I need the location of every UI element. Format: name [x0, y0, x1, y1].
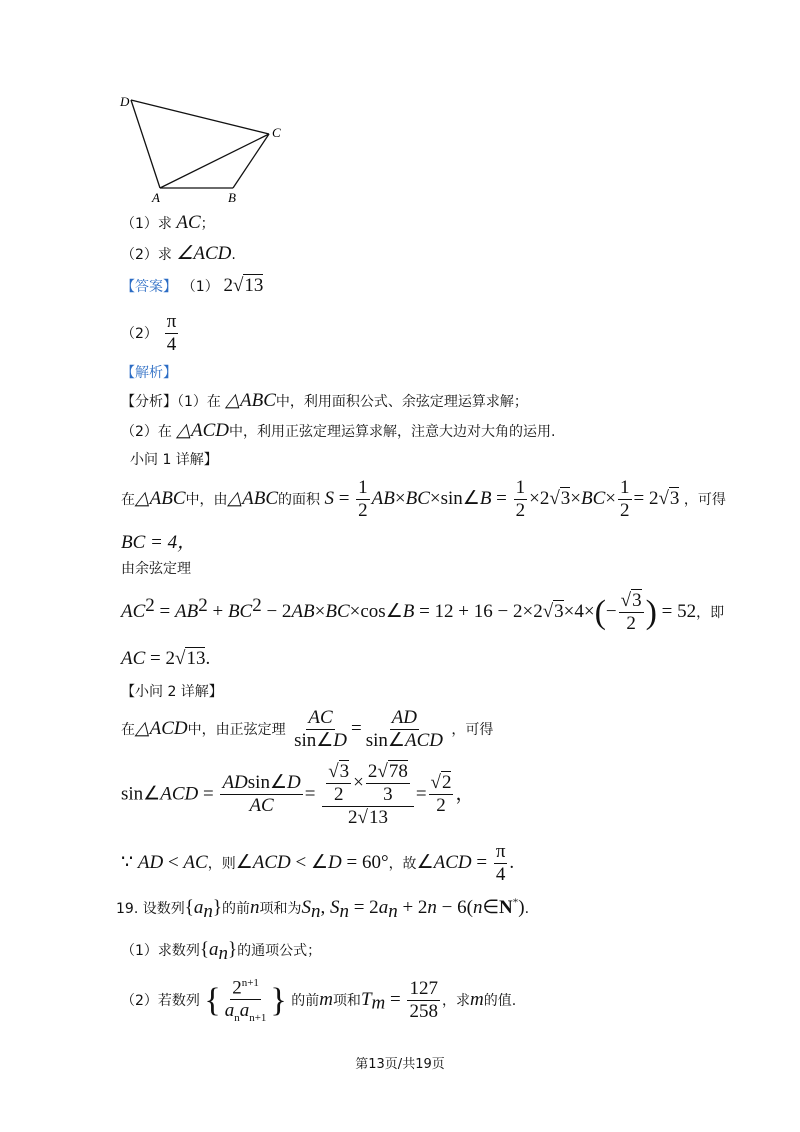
jiexi-label: 【解析】 [121, 365, 177, 381]
label-b: B [228, 190, 236, 205]
fraction-pi-4: $\frac{\pi}{4}$ [166, 311, 177, 355]
analysis-1: 【分析】（1）在 △ABC中，利用面积公式、余弦定理运算求解； [121, 390, 528, 411]
question-2: （2）求 ∠ACD. [121, 243, 236, 264]
edge-ac [160, 134, 269, 188]
cosine-law-equation: $AC^2 = AB^2 + BC^2$ − 2AB×BC×cos∠B = 12 + 16 − 2×2√3×4×(− $\frac{√3}{2}$ ) = 52，即 [121, 590, 725, 634]
cosine-law-label: 由余弦定理 [121, 561, 191, 577]
quadrilateral-figure [110, 88, 290, 208]
answer-2: （2） $\frac{\pi}{4}$ [121, 311, 177, 355]
subquestion-1-title: 小问 1 详解】 [130, 452, 218, 468]
area-formula-line: 在△ABC中，由△ABC的面积 S = $\frac{1}{2}$ AB×BC×sin∠B = $\frac{1}{2}$ ×2√3×BC× $\frac{1}{2}$ = 2√3 ，可得 [121, 477, 726, 521]
label-a: A [152, 190, 160, 205]
answer-line: 【答案】 （1） 2√13 [121, 275, 264, 296]
page-footer: 第13页/共19页 [355, 1057, 445, 1072]
bc-result: BC = 4， [121, 532, 197, 553]
label-c: C [272, 125, 281, 140]
subquestion-2-title: 【小问 2 详解】 [121, 684, 223, 700]
question-19: 19. 设数列$\{a_n\}$的前n项和为$S_n$, $S_n = 2a_n + 2n$ − 6(n∈N*). [116, 896, 530, 922]
question-19-2: （2）若数列 { $\frac{2^{n+1}}{a_na_{n+1}}$ } 的前m项和$T_m$ = $\frac{127}{258}$ ，求m的值. [121, 977, 517, 1025]
edge-da [131, 100, 160, 188]
conclusion-line: ∵ AD < AC，则∠ACD < ∠D = 60°，故∠ACD = $\frac{\pi}{4}$ . [121, 841, 515, 885]
label-d: D [120, 94, 130, 109]
sine-law-line: 在△ACD中，由正弦定理 $\frac{AC}{\sin\angle D}$ = $\frac{AD}{\text{sin∠ACD}}$ ，可得 [121, 707, 494, 751]
sin-acd-equation: sin∠ACD = $\frac{ADsin\angle D}{AC}$ = $\frac{√3}{2}$ × $\frac{2√78}{3}$ 2√13 = $\frac{√2}{2}$ ， [121, 761, 475, 828]
question-1: （1）求 AC； [121, 212, 215, 233]
analysis-2: （2）在 △ACD中，利用正弦定理运算求解，注意大边对大角的运用. [121, 420, 556, 441]
ac-result: AC = 2√13. [121, 648, 211, 669]
edge-dc [131, 100, 269, 134]
question-19-1: （1）求数列$\{a_n\}$的通项公式； [121, 939, 322, 964]
edge-bc [233, 134, 269, 188]
